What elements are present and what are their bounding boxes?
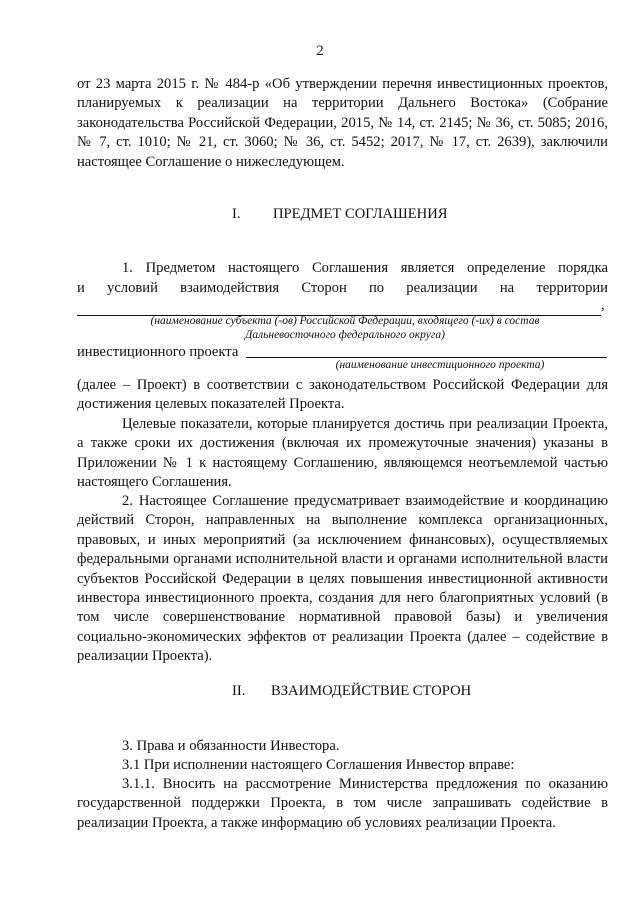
section-2-number: II.: [232, 683, 246, 699]
clause-1-line-2: и условий взаимодействия Сторон по реализации на территории: [77, 280, 608, 296]
section-1-title: ПРЕДМЕТ СОГЛАШЕНИЯ: [273, 206, 448, 222]
clause-2-paragraph: 2. Настоящее Соглашение предусматривает взаимодействие и координацию действий Сторон, направленных на выполнение комплекса организационных, правовых, и иных мероприятий (за исключением финансовых), осуществляемых федеральными органами исполнительной власти и органами исполнительной власти субъектов Российской Федерации в целях повышения инвестиционной активности инвестора инвестиционного проекта, создания для него благоприятных условий (в том числе совершенствование нормативной правовой базы) и увеличения социально-экономических эффектов от реализации Проекта (далее – содействие в реализации Проекта).: [77, 493, 608, 665]
intro-paragraph: от 23 марта 2015 г. № 484-р «Об утверждении перечня инвестиционных проектов, планируемых к реализации на территории Дальнего Востока» (Собрание законодательства Российской Федерации, 2015, № 14, ст. 2145; № 36, ст. 5085; 2016, № 7, ст. 1010; № 21, ст. 3060; № 36, ст. 5452; 2017, № 17, ст. 2639), заключили настоящее Соглашение о нижеследующем.: [77, 76, 608, 170]
section-2-title: ВЗАИМОДЕЙСТВИЕ СТОРОН: [271, 683, 472, 699]
clause-1-line-1: 1. Предметом настоящего Соглашения является определение порядка: [122, 260, 608, 276]
subject-note: (наименование субъекта (-ов) Российской Федерации, входящего (-их) в состав Дальневосточного федерального округа): [150, 315, 540, 341]
clause-3-1-1: 3.1.1. Вносить на рассмотрение Министерства предложения по оказанию государственной поддержки Проекта, в том числе запрашивать содействие в реализации Проекта, а также информацию об условиях реализации Проекта.: [77, 776, 608, 831]
region-blank-comma: ,: [601, 297, 605, 313]
clause-1-continuation: (далее – Проект) в соответствии с законодательством Российской Федерации для достижения целевых показателей Проекта.: [77, 377, 608, 413]
clause-3-1: 3.1 При исполнении настоящего Соглашения Инвестор вправе:: [122, 757, 515, 773]
project-note: (наименование инвестиционного проекта): [335, 359, 545, 371]
page-number: 2: [316, 43, 324, 59]
section-1-number: I.: [232, 206, 241, 222]
project-label: инвестиционного проекта: [77, 344, 239, 360]
clause-3: 3. Права и обязанности Инвестора.: [122, 738, 340, 754]
project-blank-line: [246, 343, 607, 358]
targets-paragraph: Целевые показатели, которые планируется достичь при реализации Проекта, а также сроки их достижения (включая их промежуточные значения) указаны в Приложении № 1 к настоящему Соглашению, являющемся неотъемлемой частью настоящего Соглашения.: [77, 416, 608, 491]
